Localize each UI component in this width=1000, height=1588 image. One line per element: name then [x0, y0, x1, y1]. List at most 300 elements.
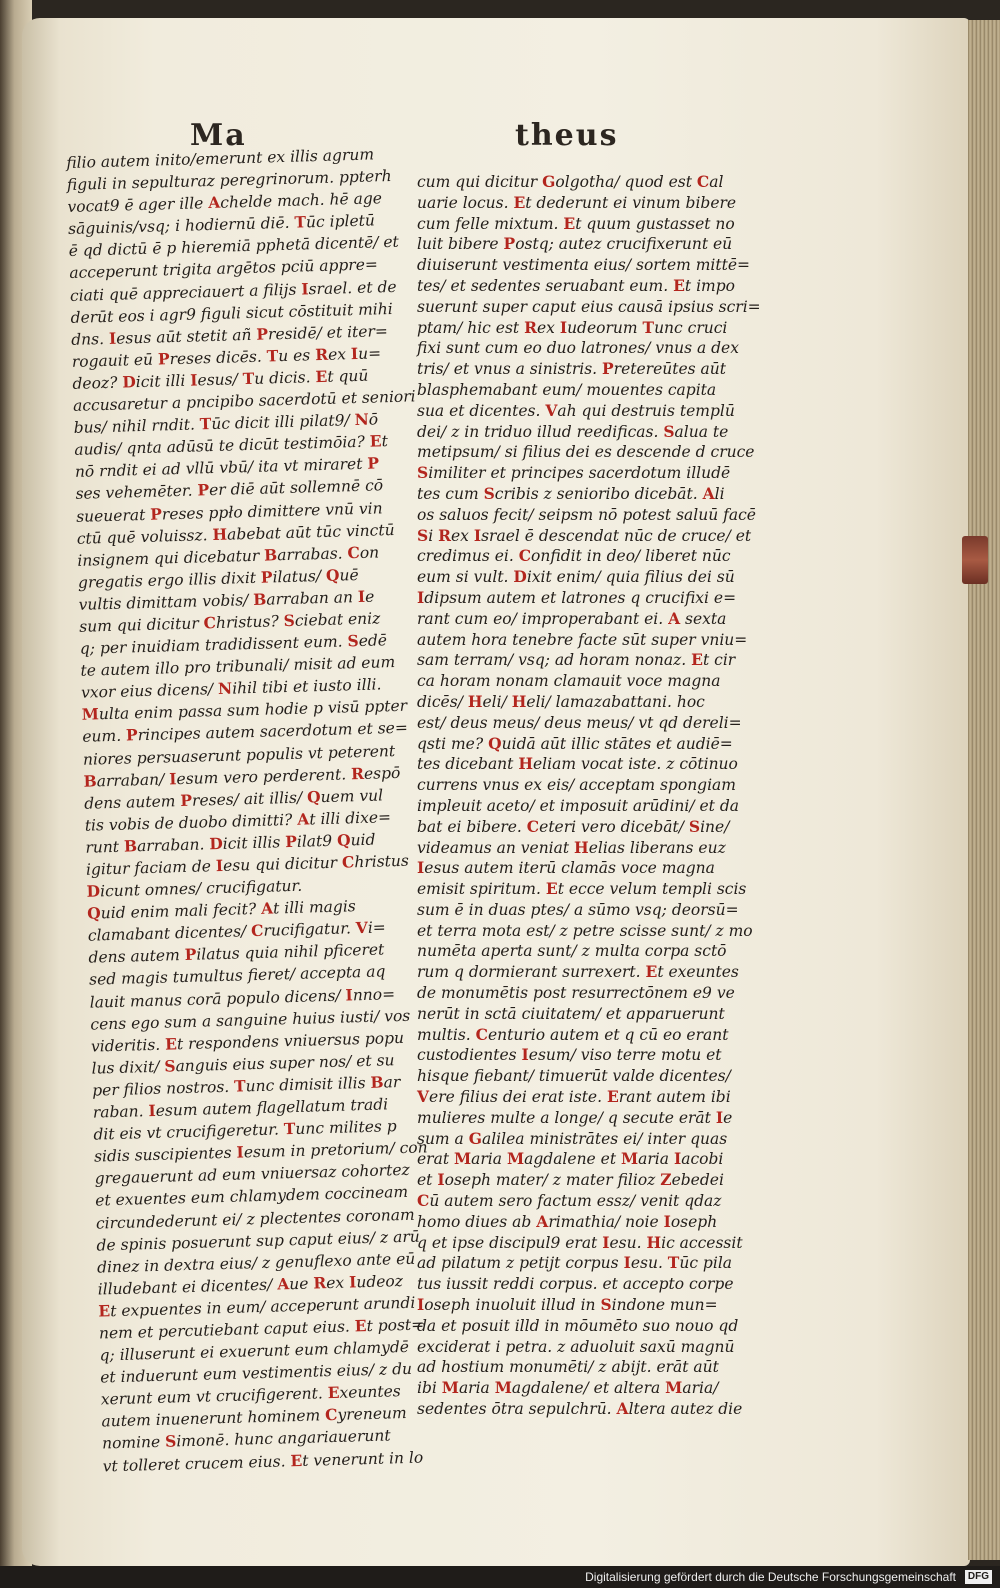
- text-segment: vt tolleret crucem eius.: [102, 1451, 291, 1476]
- text-segment: imiliter et principes sacerdotum illudē: [428, 464, 731, 483]
- text-segment: reses/ ait illis/: [191, 788, 308, 810]
- text-segment: i=: [367, 918, 387, 938]
- text-line: [417, 1337, 735, 1358]
- text-segment: tes dicebant: [417, 755, 519, 774]
- rubricated-initial: E: [354, 1316, 367, 1336]
- text-segment: ibi: [417, 1379, 442, 1398]
- rubricated-initial: Q: [306, 786, 321, 807]
- text-segment: t post=: [366, 1315, 425, 1336]
- text-segment: videritis.: [90, 1035, 166, 1056]
- rubricated-initial: P: [503, 234, 516, 254]
- text-line: [417, 1024, 729, 1046]
- text-segment: nno=: [352, 984, 396, 1004]
- rubricated-initial: A: [260, 898, 274, 919]
- text-segment: homo diues ab: [417, 1212, 537, 1231]
- text-line: [417, 1378, 719, 1399]
- text-segment: tes cum: [417, 484, 484, 503]
- text-line: [417, 921, 753, 942]
- dfg-logo: DFG: [965, 1570, 992, 1584]
- rubricated-initial: E: [290, 1450, 303, 1470]
- running-head-right: theus: [515, 118, 619, 153]
- rubricated-initial: M: [506, 1149, 525, 1169]
- text-segment: uem vul: [320, 786, 384, 806]
- text-segment: srael ē descendat nūc de cruce/ et: [481, 526, 752, 545]
- text-line: [417, 754, 738, 775]
- text-segment: tis vobis de duobo dimitti?: [84, 810, 298, 835]
- rubricated-initial: T: [233, 1076, 246, 1096]
- text-segment: alua te: [674, 422, 729, 441]
- text-segment: ad pilatum z petijt corpus: [417, 1254, 624, 1273]
- text-line: [417, 421, 729, 443]
- text-segment: ex: [325, 1273, 350, 1292]
- rubricated-initial: P: [256, 324, 269, 344]
- text-segment: indone mun=: [611, 1296, 718, 1315]
- text-segment: sum qui dicitur: [79, 614, 204, 636]
- rubricated-initial: D: [122, 372, 136, 392]
- text-segment: raban.: [92, 1102, 149, 1122]
- rubricated-initial: D: [513, 567, 527, 587]
- rubricated-initial: S: [347, 631, 359, 651]
- text-segment: ppter: [338, 167, 382, 187]
- text-segment: et induerunt eum vestimentis eius/ z du: [99, 1359, 413, 1387]
- text-line: [417, 1274, 734, 1295]
- rubricated-initial: I: [417, 1295, 425, 1315]
- rubricated-initial: C: [324, 1405, 338, 1425]
- text-column-right: [417, 172, 761, 1420]
- rubricated-initial: V: [417, 1087, 430, 1107]
- text-line: [417, 1191, 722, 1212]
- text-line: [417, 816, 730, 838]
- text-segment: uē: [339, 565, 359, 585]
- text-segment: i: [428, 526, 439, 545]
- text-segment: aria: [638, 1150, 674, 1169]
- text-segment: eli/ lamazabattani. hoc: [526, 692, 705, 711]
- text-line: [417, 1128, 728, 1150]
- text-segment: t expuentes in eum/ acceperunt arundi: [109, 1293, 416, 1321]
- text-segment: t cir: [702, 651, 736, 670]
- text-segment: et: [417, 1171, 438, 1190]
- rubricated-initial: T: [199, 414, 212, 434]
- rubricated-initial: S: [417, 463, 429, 483]
- text-segment: autem hora tenebre facte sūt super vniu=: [417, 630, 748, 649]
- text-segment: esu.: [609, 1233, 647, 1252]
- rubricated-initial: H: [212, 524, 228, 544]
- rubricated-initial: E: [673, 275, 685, 295]
- text-segment: tus iussit reddi corpus. et accepto corpe: [417, 1275, 734, 1294]
- rubricated-initial: V: [355, 918, 369, 938]
- text-segment: t impo: [684, 276, 735, 295]
- rubricated-initial: P: [157, 349, 170, 369]
- text-segment: chelde mach.: [220, 190, 330, 212]
- text-segment: hristus: [354, 851, 410, 872]
- text-segment: esus/: [197, 370, 243, 390]
- rubricated-initial: Q: [325, 565, 340, 585]
- text-segment: mulieres multe a longe/ q secute erāt: [417, 1108, 716, 1127]
- text-segment: hisque fiebant/ timuerūt valde dicentes/: [417, 1067, 731, 1086]
- text-segment: ū autem sero factum essz/ venit qdaz: [429, 1192, 722, 1211]
- text-line: [417, 400, 735, 422]
- text-segment: esum autem flagellatum tradi: [155, 1095, 389, 1120]
- text-segment: sāguinis/vsq; i hodiernū diē.: [67, 213, 295, 239]
- rubricated-initial: P: [602, 359, 614, 379]
- text-segment: dens autem: [83, 791, 181, 813]
- text-segment: bat ei bibere.: [417, 817, 527, 836]
- rubricated-initial: E: [513, 192, 526, 212]
- text-line: [417, 213, 735, 235]
- text-segment: srael. et de: [308, 277, 397, 298]
- text-line: [417, 255, 751, 276]
- rubricated-initial: R: [313, 1272, 327, 1293]
- rubricated-initial: S: [164, 1056, 176, 1076]
- text-segment: u es: [277, 345, 316, 365]
- text-segment: ō: [368, 410, 379, 429]
- text-segment: sum ē in duas ptes/ a sūmo vsq; deorsū=: [417, 900, 739, 919]
- rubricated-initial: Q: [488, 733, 502, 753]
- text-line: [417, 546, 731, 567]
- text-segment: dinez in dextra eius/ z genuflexo ante eū: [96, 1249, 416, 1277]
- rubricated-initial: B: [370, 1072, 384, 1092]
- text-segment: ūc dicit illi pilat9/: [211, 411, 355, 434]
- text-segment: q et ipse discipul9 erat: [417, 1233, 603, 1252]
- text-line: [417, 962, 739, 983]
- text-segment: eum.: [82, 726, 127, 747]
- rubricated-initial: E: [645, 962, 658, 982]
- rubricated-initial: T: [266, 346, 279, 366]
- text-line: [417, 879, 747, 900]
- text-segment: ex: [327, 344, 352, 364]
- rubricated-initial: H: [646, 1232, 662, 1252]
- text-segment: ihil tibi et iusto illi.: [231, 675, 382, 698]
- text-segment: vocat9 ē ager ille: [67, 194, 209, 217]
- rubricated-initial: I: [417, 858, 425, 878]
- rubricated-initial: P: [180, 790, 193, 810]
- rubricated-initial: P: [260, 567, 273, 587]
- text-segment: sam terram/ vsq; ad horam nonaz.: [417, 651, 692, 670]
- text-segment: onfidit in deo/ liberet nūc: [531, 547, 731, 566]
- text-segment: acobi: [681, 1150, 724, 1169]
- text-segment: h: [329, 190, 340, 209]
- text-segment: ses vehemēter.: [75, 481, 198, 504]
- text-segment: rant autem ibi: [618, 1088, 731, 1107]
- text-line: [417, 1357, 719, 1378]
- text-segment: ulta enim passa sum hodie p visū: [98, 698, 365, 724]
- text-segment: unc milites p: [295, 1117, 397, 1139]
- rubricated-initial: C: [347, 542, 361, 562]
- text-segment: uid: [350, 830, 376, 850]
- rubricated-initial: G: [468, 1128, 482, 1148]
- text-segment: et terra mota est/ z petre scisse sunt/ z mo: [417, 921, 753, 940]
- text-line: [417, 1107, 733, 1129]
- text-segment: ciati quē appreciauert a filijs: [69, 280, 302, 305]
- text-line: [417, 1087, 731, 1108]
- text-segment: cens ego sum a sanguine huius iusti/ vos: [90, 1006, 411, 1034]
- text-segment: lus dixit/: [91, 1057, 165, 1078]
- text-segment: espō: [363, 763, 401, 783]
- rubricated-initial: I: [473, 525, 482, 545]
- rubricated-initial: I: [357, 586, 366, 606]
- text-segment: esum in pretorium/ con: [243, 1138, 428, 1162]
- text-segment: elias liberans euz: [588, 838, 726, 857]
- rubricated-initial: I: [215, 855, 224, 876]
- text-segment: sua et dicentes.: [417, 401, 546, 420]
- text-segment: insignem qui dicebatur: [77, 546, 265, 570]
- text-segment: cribis z senioribo dicebāt.: [494, 484, 703, 503]
- rubricated-initial: E: [315, 366, 328, 387]
- text-segment: t dederunt ei vinum bibere: [525, 193, 737, 212]
- text-segment: cum felle mixtum.: [417, 214, 564, 233]
- text-segment: ah qui destruis templū: [557, 401, 735, 420]
- text-segment: fixi sunt cum eo duo latrones/ vnus a dex: [417, 339, 739, 358]
- text-segment: lauit manus corā populo dicens/: [89, 986, 346, 1012]
- text-segment: oseph mater/ z mater filioz: [444, 1171, 661, 1190]
- rubricated-initial: E: [327, 1383, 340, 1403]
- text-segment: e: [364, 587, 375, 606]
- rubricated-initial: R: [314, 344, 329, 364]
- rubricated-initial: H: [574, 837, 589, 857]
- text-segment: t exeuntes: [657, 963, 739, 982]
- text-segment: ixit enim/ quia filius dei sū: [526, 568, 735, 587]
- text-line: [417, 587, 737, 609]
- text-segment: de monumētis post resurrectōnem e9 ve: [417, 984, 735, 1003]
- text-segment: ex: [450, 526, 474, 545]
- text-segment: unc cruci: [654, 318, 728, 337]
- text-line: [417, 463, 731, 484]
- rubricated-initial: I: [345, 984, 354, 1005]
- text-segment: ē qd dictū ē p hieremiā: [68, 237, 256, 261]
- text-segment: vxor eius dicens/: [80, 680, 219, 703]
- text-line: [417, 442, 755, 463]
- rubricated-initial: I: [108, 328, 117, 348]
- text-segment: deoz?: [72, 373, 123, 393]
- text-segment: acceperunt trigita argētos pciū appre=: [69, 255, 379, 283]
- text-segment: et exuentes eum chlamydem coccineam: [95, 1183, 409, 1210]
- rubricated-initial: Q: [87, 903, 102, 923]
- rubricated-initial: N: [217, 678, 233, 699]
- text-segment: unc dimisit illis: [245, 1073, 371, 1096]
- text-segment: sum a: [417, 1129, 469, 1148]
- text-segment: ltera autez die: [628, 1400, 743, 1419]
- text-segment: udeoz: [356, 1271, 404, 1292]
- rubricated-initial: A: [702, 483, 715, 503]
- text-segment: agdalene/ et altera: [511, 1379, 666, 1398]
- rubricated-initial: A: [616, 1399, 629, 1419]
- rubricated-initial: P: [184, 945, 197, 965]
- text-segment: est/ deus meus/ deus meus/ vt qd dereli=: [417, 713, 742, 732]
- text-segment: esum vero perderent.: [176, 764, 352, 788]
- text-line: [417, 775, 736, 796]
- text-segment: agdalene et: [524, 1150, 621, 1169]
- rubricated-initial: A: [207, 192, 221, 213]
- text-line: [417, 1170, 724, 1191]
- rubricated-initial: H: [518, 754, 533, 774]
- text-segment: arraban an: [266, 587, 359, 609]
- text-segment: eum si vult.: [417, 568, 514, 587]
- text-segment: rucifigatur.: [263, 919, 357, 941]
- rubricated-initial: M: [453, 1149, 472, 1169]
- rubricated-initial: C: [203, 612, 217, 633]
- text-column-left: [66, 144, 428, 1477]
- rubricated-initial: N: [354, 409, 370, 430]
- text-segment: udeorum: [567, 318, 643, 337]
- text-line: [417, 837, 726, 859]
- rubricated-initial: B: [123, 836, 138, 856]
- rubricated-initial: S: [688, 816, 701, 836]
- text-segment: residē/ et iter=: [267, 321, 389, 344]
- rubricated-initial: I: [301, 278, 309, 299]
- text-segment: aria/: [682, 1379, 719, 1398]
- rubricated-initial: Q: [336, 830, 351, 850]
- text-segment: dens autem: [88, 946, 185, 968]
- rubricated-initial: E: [98, 1301, 111, 1321]
- rubricated-initial: C: [250, 921, 264, 941]
- funding-credit: Digitalisierung gefördert durch die Deutsche Forschungsgemeinschaft: [585, 1570, 956, 1584]
- text-segment: sedentes ōtra sepulchrū.: [417, 1400, 617, 1419]
- text-segment: h: [381, 167, 392, 186]
- text-segment: esus aūt stetit añ: [115, 325, 257, 348]
- text-segment: custodientes: [417, 1046, 522, 1065]
- rubricated-initial: I: [663, 1211, 671, 1231]
- text-line: [417, 234, 733, 255]
- text-line: [417, 172, 724, 193]
- text-segment: ine/: [700, 817, 730, 836]
- text-segment: aria: [471, 1150, 507, 1169]
- rubricated-initial: R: [524, 317, 537, 337]
- rubricated-initial: I: [559, 317, 568, 337]
- text-segment: ebedei: [671, 1171, 724, 1190]
- running-head-left: Ma: [190, 118, 247, 153]
- text-segment: abebat aūt tūc vinctū: [226, 520, 395, 544]
- text-line: [417, 297, 761, 318]
- rubricated-initial: R: [438, 525, 451, 545]
- text-segment: nō rndit ei ad vllū vbū/ ita vt miraret: [74, 455, 368, 482]
- text-segment: niores persuaserunt populis vt peterent: [82, 741, 396, 769]
- rubricated-initial: C: [518, 546, 532, 566]
- text-segment: accusaretur a pncipibo sacerdotū et seniori: [72, 387, 416, 415]
- text-segment: eliam vocat iste. z cōtinuo: [532, 755, 738, 774]
- text-line: [417, 1316, 739, 1337]
- text-segment: arraban/: [96, 769, 170, 791]
- rubricated-initial: M: [81, 704, 100, 725]
- rubricated-initial: Z: [660, 1170, 672, 1190]
- text-segment: er diē aūt sollemnē cō: [208, 476, 384, 500]
- rubricated-initial: P: [284, 831, 298, 852]
- text-segment: icit illi: [135, 371, 191, 392]
- rubricated-initial: C: [696, 172, 710, 191]
- text-line: [417, 380, 717, 401]
- rubricated-initial: C: [475, 1024, 488, 1044]
- text-segment: arraban.: [136, 835, 210, 856]
- rubricated-initial: S: [283, 610, 296, 631]
- text-segment: uidā aūt illic stātes et audiē=: [501, 734, 733, 753]
- text-line: [417, 983, 735, 1004]
- text-line: [417, 359, 726, 380]
- rubricated-initial: I: [148, 1100, 156, 1121]
- footer-bar: [0, 1566, 1000, 1588]
- text-line: [417, 650, 736, 671]
- text-segment: metipsum/ si filius dei es descende d cruce: [417, 443, 755, 462]
- text-line: [417, 1399, 743, 1420]
- text-segment: e: [723, 1108, 733, 1127]
- text-segment: phetā dicentē/ et: [265, 233, 400, 255]
- rubricated-initial: P: [125, 725, 138, 745]
- text-segment: rant cum eo/ improperabant ei.: [417, 609, 669, 628]
- text-segment: ctū quē voluissz.: [76, 525, 213, 548]
- rubricated-initial: I: [189, 370, 198, 390]
- text-segment: dns.: [70, 329, 110, 349]
- text-line: [417, 796, 739, 817]
- text-segment: uarie locus.: [417, 193, 514, 212]
- text-line: [417, 630, 748, 651]
- text-segment: impleuit aceto/ et imposuit arūdini/ et da: [417, 796, 739, 815]
- text-segment: alilea ministrātes ei/ inter quas: [481, 1129, 728, 1148]
- text-segment: dipsum autem et latrones q crucifixi e=: [424, 588, 737, 607]
- text-segment: uid enim mali fecit?: [100, 900, 262, 923]
- rubricated-initial: S: [164, 1431, 177, 1452]
- rubricated-initial: B: [83, 771, 97, 791]
- text-segment: suerunt super caput eius causā ipsius scri=: [417, 297, 761, 316]
- text-line: [417, 1004, 725, 1025]
- text-segment: tris/ et vnus a sinistris.: [417, 360, 603, 379]
- text-segment: dit eis vt crucifigeretur.: [93, 1120, 285, 1144]
- text-segment: ilat9: [296, 831, 338, 851]
- rubricated-initial: I: [602, 1232, 610, 1252]
- text-line: [417, 317, 728, 339]
- text-segment: u=: [357, 344, 382, 363]
- text-segment: oseph: [670, 1212, 718, 1231]
- text-line: [417, 275, 735, 297]
- text-segment: li: [714, 484, 725, 503]
- rubricated-initial: G: [542, 172, 556, 191]
- text-segment: esu qui dicitur: [222, 853, 343, 875]
- rubricated-initial: I: [350, 343, 359, 363]
- rubricated-initial: A: [296, 809, 310, 829]
- text-line: [417, 733, 733, 755]
- text-segment: ciebat eniz: [294, 609, 381, 630]
- rubricated-initial: E: [369, 431, 382, 451]
- rubricated-initial: E: [545, 879, 558, 899]
- rubricated-initial: T: [294, 212, 307, 232]
- text-segment: da et posuit illd in mōumēto suo nouo qd: [417, 1316, 739, 1335]
- text-segment: anguis eius super nos/ et su: [175, 1051, 395, 1076]
- text-segment: t ecce velum templi scis: [557, 880, 747, 899]
- text-segment: esu.: [630, 1254, 668, 1273]
- text-segment: retereūtes aūt: [613, 360, 726, 379]
- text-segment: ad hostium monumēti/ z abijt. erāt aūt: [417, 1358, 719, 1377]
- text-segment: figuli in sepulturaz peregrinorum.: [66, 168, 340, 195]
- text-segment: oseph inuoluit illud in: [424, 1296, 601, 1315]
- rubricated-initial: H: [511, 691, 527, 711]
- rubricated-initial: M: [665, 1378, 683, 1398]
- text-segment: sed magis tumultus fieret/ accepta aq: [88, 962, 386, 990]
- rubricated-initial: P: [197, 480, 210, 500]
- text-segment: hristus?: [215, 612, 284, 632]
- rubricated-initial: E: [164, 1034, 178, 1054]
- text-segment: imonē. hunc angariauerunt: [176, 1426, 391, 1451]
- text-segment: t venerunt in lo: [301, 1448, 424, 1470]
- rubricated-initial: A: [536, 1211, 549, 1231]
- text-segment: ca horam nonam clamauit voce magna: [417, 672, 721, 691]
- text-segment: ic accessit: [661, 1233, 743, 1252]
- text-segment: al: [709, 173, 724, 191]
- text-segment: cum qui dicitur: [417, 173, 543, 191]
- text-segment: ex: [536, 318, 560, 337]
- text-line: [417, 338, 739, 359]
- text-segment: tes/ et sedentes seruabant eum.: [417, 276, 674, 295]
- text-segment: gregatis ergo illis dixit: [77, 568, 262, 592]
- text-segment: dei/ z in triduo illud reedificas.: [417, 422, 664, 441]
- rubricated-initial: I: [348, 1272, 357, 1292]
- text-segment: rum q dormierant surrexert.: [417, 963, 646, 982]
